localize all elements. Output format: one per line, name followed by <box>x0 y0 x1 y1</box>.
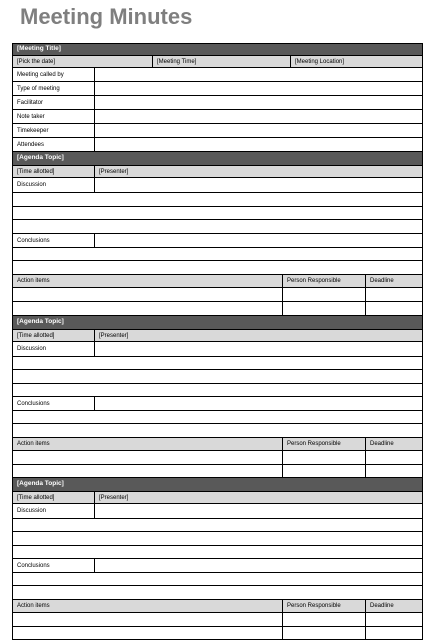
discussion-row <box>12 178 423 193</box>
conclusions-row <box>12 234 423 248</box>
deadline-header: Deadline <box>365 438 422 450</box>
notes-row[interactable] <box>12 532 423 546</box>
discussion-value[interactable] <box>94 178 422 192</box>
action-items-header-row <box>12 275 423 288</box>
deadline-cell[interactable] <box>365 627 422 639</box>
meeting-field-row <box>12 96 423 110</box>
deadline-cell[interactable] <box>365 302 422 315</box>
action-items-header: Action items <box>17 278 50 284</box>
conclusions-row <box>12 559 423 573</box>
field-label: Attendees <box>17 141 45 148</box>
person-responsible-header: Person Responsible <box>282 275 365 287</box>
action-item-cell[interactable] <box>13 302 282 315</box>
action-items-header-row <box>12 600 423 613</box>
deadline-cell[interactable] <box>365 465 422 477</box>
action-item-row <box>12 288 423 302</box>
meeting-field-row <box>12 138 423 152</box>
action-items-header: Action items <box>17 441 50 447</box>
person-responsible-cell[interactable] <box>282 288 365 301</box>
discussion-row <box>12 504 423 519</box>
field-value[interactable] <box>94 96 422 109</box>
person-responsible-cell[interactable] <box>282 613 365 626</box>
agenda-topic[interactable]: [Agenda Topic] <box>17 154 64 162</box>
meeting-details-row <box>12 56 423 68</box>
field-label: Type of meeting <box>17 85 60 92</box>
page-title: Meeting Minutes <box>20 4 193 29</box>
time-allotted-field[interactable]: [Time allotted] <box>17 168 55 175</box>
agenda-topic[interactable]: [Agenda Topic] <box>17 480 64 488</box>
notes-row[interactable] <box>12 220 423 234</box>
action-items-header-row <box>12 438 423 451</box>
conclusions-label: Conclusions <box>17 237 50 244</box>
conclusions-value[interactable] <box>94 559 422 572</box>
deadline-header: Deadline <box>365 600 422 612</box>
action-item-cell[interactable] <box>13 288 282 301</box>
meeting-title[interactable]: [Meeting Title] <box>17 45 61 53</box>
meeting-minutes-form <box>12 43 423 640</box>
field-value[interactable] <box>94 124 422 137</box>
agenda-topic[interactable]: [Agenda Topic] <box>17 318 64 326</box>
time-allotted-field[interactable]: [Time allotted] <box>17 494 55 501</box>
time-allotted-field[interactable]: [Time allotted] <box>17 332 55 339</box>
notes-row[interactable] <box>12 384 423 397</box>
agenda-meta-row <box>12 330 423 342</box>
meeting-location-field[interactable]: [Meeting Location] <box>290 56 422 67</box>
action-item-cell[interactable] <box>13 627 282 639</box>
conclusions-row <box>12 397 423 411</box>
conclusions-label: Conclusions <box>17 562 50 569</box>
conclusions-value[interactable] <box>94 234 422 247</box>
notes-row[interactable] <box>12 411 423 424</box>
action-item-cell[interactable] <box>13 465 282 477</box>
agenda-topic-row[interactable] <box>12 316 423 330</box>
deadline-cell[interactable] <box>365 451 422 464</box>
discussion-row <box>12 342 423 357</box>
person-responsible-header: Person Responsible <box>282 600 365 612</box>
notes-row[interactable] <box>12 586 423 600</box>
field-label: Note taker <box>17 113 45 120</box>
meeting-field-row <box>12 110 423 124</box>
notes-row[interactable] <box>12 546 423 559</box>
notes-row[interactable] <box>12 424 423 438</box>
presenter-field[interactable]: [Presenter] <box>94 166 422 177</box>
meeting-field-row <box>12 68 423 82</box>
notes-row[interactable] <box>12 370 423 384</box>
action-item-row <box>12 451 423 465</box>
notes-row[interactable] <box>12 573 423 586</box>
notes-row[interactable] <box>12 519 423 532</box>
person-responsible-cell[interactable] <box>282 627 365 639</box>
field-label: Timekeeper <box>17 127 49 134</box>
action-item-cell[interactable] <box>13 451 282 464</box>
meeting-field-row <box>12 124 423 138</box>
action-item-row <box>12 465 423 478</box>
person-responsible-header: Person Responsible <box>282 438 365 450</box>
presenter-field[interactable]: [Presenter] <box>94 492 422 503</box>
action-item-row <box>12 613 423 627</box>
action-item-row <box>12 627 423 640</box>
conclusions-value[interactable] <box>94 397 422 410</box>
agenda-topic-row[interactable] <box>12 152 423 166</box>
deadline-cell[interactable] <box>365 613 422 626</box>
field-value[interactable] <box>94 68 422 81</box>
meeting-date-field[interactable]: [Pick the date] <box>17 58 56 65</box>
conclusions-label: Conclusions <box>17 400 50 407</box>
person-responsible-cell[interactable] <box>282 451 365 464</box>
notes-row[interactable] <box>12 193 423 207</box>
deadline-header: Deadline <box>365 275 422 287</box>
notes-row[interactable] <box>12 207 423 220</box>
field-label: Meeting called by <box>17 71 64 78</box>
agenda-meta-row <box>12 492 423 504</box>
meeting-time-field[interactable]: [Meeting Time] <box>152 56 290 67</box>
discussion-label: Discussion <box>17 182 47 188</box>
action-item-row <box>12 302 423 316</box>
field-value[interactable] <box>94 138 422 151</box>
field-value[interactable] <box>94 110 422 123</box>
notes-row[interactable] <box>12 357 423 370</box>
agenda-meta-row <box>12 166 423 178</box>
action-item-cell[interactable] <box>13 613 282 626</box>
agenda-topic-row[interactable] <box>12 478 423 492</box>
person-responsible-cell[interactable] <box>282 302 365 315</box>
field-label: Facilitator <box>17 99 44 106</box>
discussion-label: Discussion <box>17 346 47 352</box>
field-value[interactable] <box>94 82 422 95</box>
discussion-value[interactable] <box>94 342 422 356</box>
action-items-header: Action items <box>17 603 50 609</box>
meeting-title-row[interactable] <box>12 43 423 56</box>
meeting-field-row <box>12 82 423 96</box>
notes-row[interactable] <box>12 261 423 275</box>
notes-row[interactable] <box>12 248 423 261</box>
discussion-label: Discussion <box>17 508 47 514</box>
presenter-field[interactable]: [Presenter] <box>94 330 422 341</box>
discussion-value[interactable] <box>94 504 422 518</box>
deadline-cell[interactable] <box>365 288 422 301</box>
person-responsible-cell[interactable] <box>282 465 365 477</box>
